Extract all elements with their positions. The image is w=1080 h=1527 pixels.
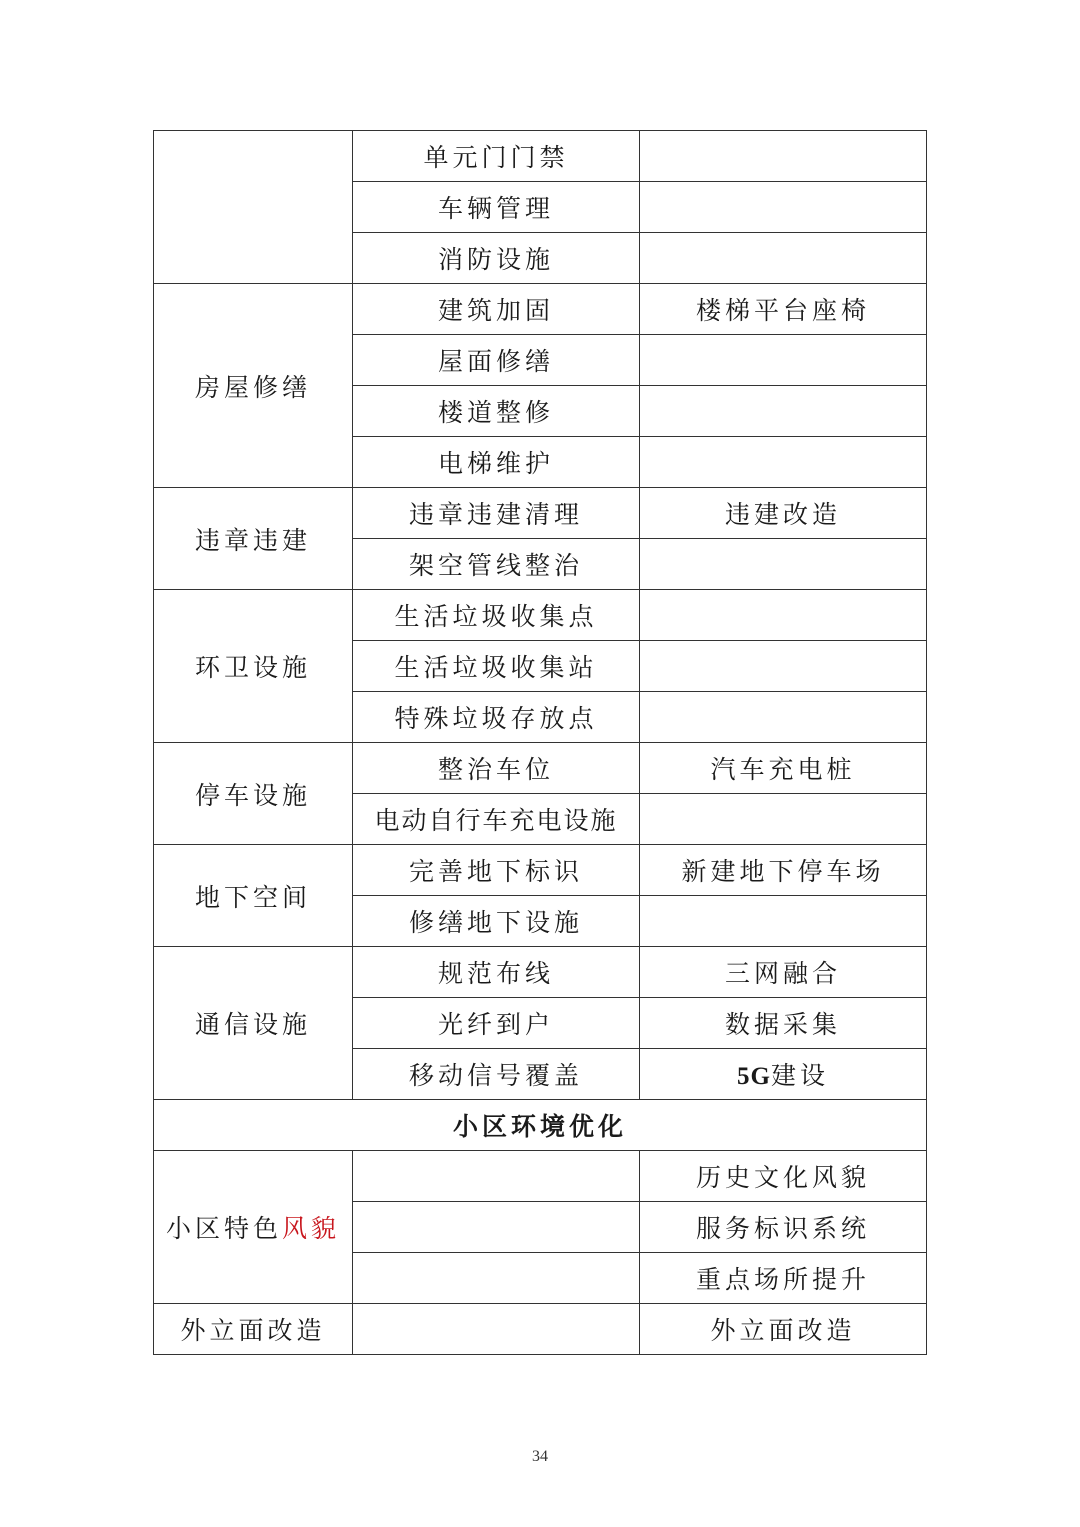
item-cell: [353, 1304, 640, 1355]
category-part2: 风貌: [282, 1214, 341, 1243]
category-cell: 地下空间: [154, 845, 353, 947]
item-cell: 特殊垃圾存放点: [353, 692, 640, 743]
item-cell: 完善地下标识: [353, 845, 640, 896]
page-number: 34: [532, 1448, 548, 1465]
renovation-table: [153, 130, 927, 1355]
item-cell: 建筑加固: [353, 284, 640, 335]
extra-cell: [640, 539, 927, 590]
extra-cell: [640, 131, 927, 182]
extra-cell: 数据采集: [640, 998, 927, 1049]
extra-cell: [640, 1049, 927, 1100]
category-cell: 环卫设施: [154, 590, 353, 743]
table-row: [154, 947, 927, 998]
table-row: [154, 488, 927, 539]
item-cell: 屋面修缮: [353, 335, 640, 386]
table-row: [154, 845, 927, 896]
table-row: [154, 284, 927, 335]
item-cell: [353, 1253, 640, 1304]
extra-cell: [640, 896, 927, 947]
extra-cell: [640, 590, 927, 641]
category-cell: [154, 1151, 353, 1304]
category-cell: 外立面改造: [154, 1304, 353, 1355]
item-cell: 移动信号覆盖: [353, 1049, 640, 1100]
extra-cell: [640, 335, 927, 386]
item-cell: 整治车位: [353, 743, 640, 794]
item-cell: 生活垃圾收集站: [353, 641, 640, 692]
extra-suffix: 建设: [770, 1061, 829, 1090]
table-row: [154, 131, 927, 182]
extra-cell: [640, 182, 927, 233]
extra-cell: [640, 233, 927, 284]
extra-prefix: 5G: [737, 1063, 771, 1090]
extra-cell: 新建地下停车场: [640, 845, 927, 896]
extra-cell: 楼梯平台座椅: [640, 284, 927, 335]
category-part1: 小区特色: [165, 1214, 282, 1243]
item-cell: 违章违建清理: [353, 488, 640, 539]
extra-cell: 汽车充电桩: [640, 743, 927, 794]
item-cell: [353, 1202, 640, 1253]
category-cell: 违章违建: [154, 488, 353, 590]
item-cell: 单元门门禁: [353, 131, 640, 182]
extra-cell: [640, 692, 927, 743]
table-row: [154, 1151, 927, 1202]
extra-cell: [640, 386, 927, 437]
category-cell: 通信设施: [154, 947, 353, 1100]
section-header-row: [154, 1100, 927, 1151]
table-row: [154, 1304, 927, 1355]
extra-cell: 三网融合: [640, 947, 927, 998]
item-cell: [353, 1151, 640, 1202]
item-cell: 修缮地下设施: [353, 896, 640, 947]
extra-cell: [640, 641, 927, 692]
extra-cell: 服务标识系统: [640, 1202, 927, 1253]
section-title: 小区环境优化: [154, 1100, 927, 1151]
table-row: [154, 590, 927, 641]
item-cell: 生活垃圾收集点: [353, 590, 640, 641]
extra-cell: 重点场所提升: [640, 1253, 927, 1304]
item-cell: 电梯维护: [353, 437, 640, 488]
extra-cell: 违建改造: [640, 488, 927, 539]
item-cell: 车辆管理: [353, 182, 640, 233]
item-cell: 楼道整修: [353, 386, 640, 437]
category-cell: 停车设施: [154, 743, 353, 845]
extra-cell: 外立面改造: [640, 1304, 927, 1355]
extra-cell: [640, 794, 927, 845]
item-cell: 电动自行车充电设施: [353, 794, 640, 845]
category-cell: [154, 131, 353, 284]
category-cell: 房屋修缮: [154, 284, 353, 488]
item-cell: 光纤到户: [353, 998, 640, 1049]
table-row: [154, 743, 927, 794]
extra-cell: 历史文化风貌: [640, 1151, 927, 1202]
extra-cell: [640, 437, 927, 488]
item-cell: 架空管线整治: [353, 539, 640, 590]
item-cell: 消防设施: [353, 233, 640, 284]
item-cell: 规范布线: [353, 947, 640, 998]
